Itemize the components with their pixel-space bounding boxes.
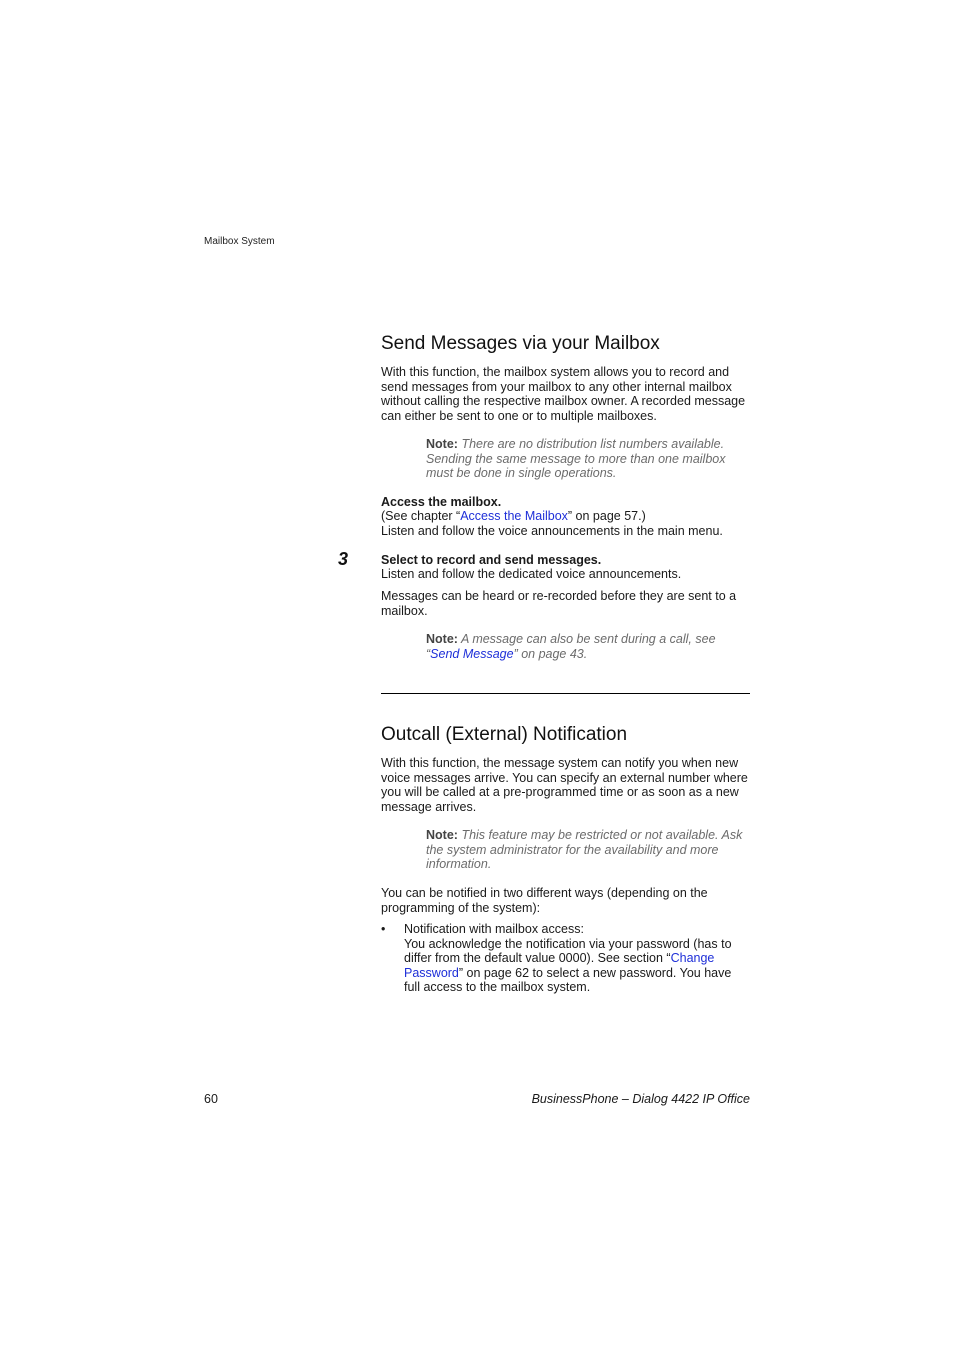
- note-label: Note:: [426, 437, 458, 451]
- send-intro-paragraph: With this function, the mailbox system allows you to record and send messages from your mailbox to any other internal mailbox without calling the respective mailbox owner. A recorded message can either be sent to one or to multiple mailboxes.: [381, 365, 746, 423]
- listen-main-menu-text: Listen and follow the voice announcements in the main menu.: [381, 524, 723, 538]
- outcall-intro-paragraph: With this function, the message system can notify you when new voice messages arrive. You can specify an external number where you will be called at a pre-programmed time or as soon as a new message arrives.: [381, 756, 748, 814]
- change-password-link[interactable]: Change Password: [404, 951, 715, 980]
- send-message-link[interactable]: Send Message: [430, 646, 514, 661]
- access-mailbox-link[interactable]: Access the Mailbox: [460, 509, 568, 523]
- note-label: Note:: [426, 828, 458, 842]
- note-prefix: A message can also be sent during a call, see “: [426, 632, 716, 661]
- section-divider: [381, 693, 750, 694]
- see-prefix: (See chapter “: [381, 509, 461, 523]
- messages-heard-paragraph: Messages can be heard or re-recorded before they are sent to a mailbox.: [381, 589, 737, 618]
- access-mailbox-heading: Access the mailbox.: [381, 495, 502, 509]
- bullet-body: [404, 937, 750, 995]
- bullet-prefix: You acknowledge the notification via your password (has to differ from the default value 0000). See section “: [404, 936, 732, 966]
- running-header: Mailbox System: [204, 236, 275, 247]
- note-send-during-call: [426, 632, 752, 661]
- note-text: This feature may be restricted or not available. Ask the system administrator for the availability and more information.: [426, 828, 743, 872]
- section-title-outcall: Outcall (External) Notification: [381, 724, 628, 745]
- list-item-mailbox-access: [404, 922, 750, 995]
- note-label: Note:: [426, 632, 458, 646]
- note-text: There are no distribution list numbers available. Sending the same message to more than one mailbox must be done in single operations.: [426, 437, 726, 481]
- bullet-title: Notification with mailbox access:: [404, 922, 584, 936]
- section-title-send-messages: Send Messages via your Mailbox: [381, 333, 660, 354]
- footer-product-name: BusinessPhone – Dialog 4422 IP Office: [531, 1092, 750, 1106]
- notify-ways-paragraph: You can be notified in two different ways (depending on the programming of the system):: [381, 886, 708, 915]
- note-distribution-lists: [426, 437, 752, 481]
- page-number: 60: [204, 1092, 218, 1106]
- bullet-suffix: ” on page 62 to select a new password. You have full access to the mailbox system.: [404, 965, 732, 995]
- step-select-record-heading: Select to record and send messages.: [381, 553, 602, 567]
- note-feature-restricted: [426, 828, 752, 872]
- bullet-icon: •: [381, 922, 386, 936]
- see-suffix: ” on page 57.): [567, 509, 646, 523]
- step-listen-text: Listen and follow the dedicated voice announcements.: [381, 567, 682, 581]
- see-chapter-reference: [381, 509, 751, 524]
- key-3-icon: 3: [338, 549, 349, 569]
- note-suffix: ” on page 43.: [513, 646, 588, 661]
